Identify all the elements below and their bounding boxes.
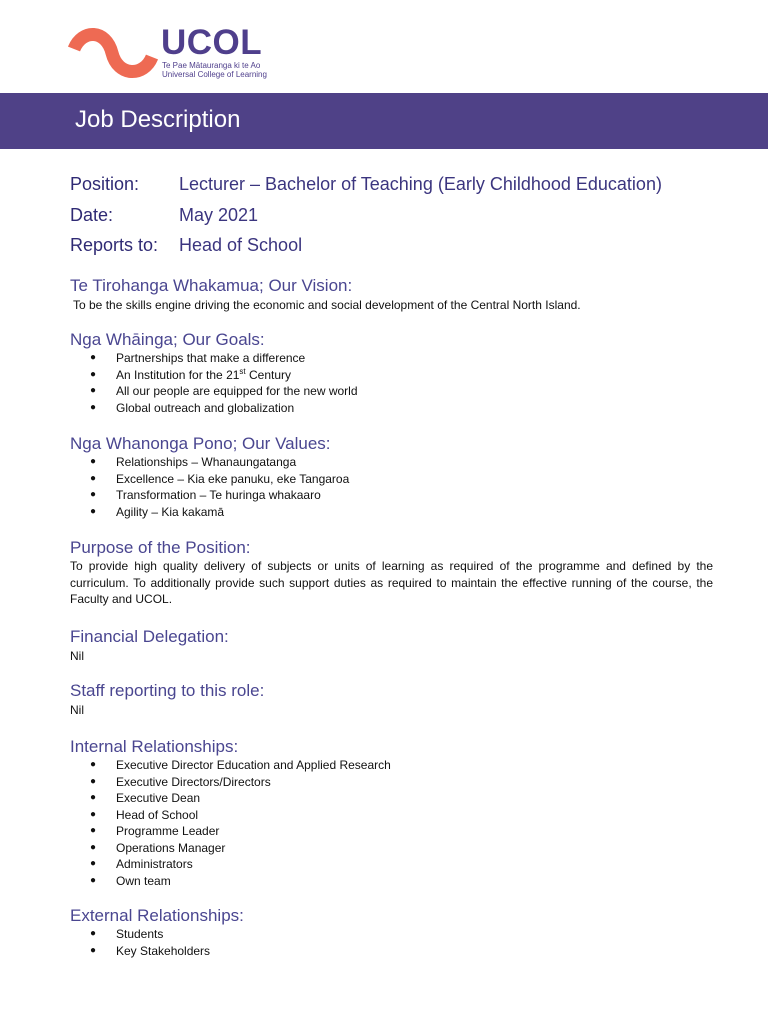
staff-heading: Staff reporting to this role: [70,681,265,700]
list-item: ● Transformation – Te huringa whakaaro [90,488,321,502]
list-item: ● Global outreach and globalization [90,400,295,415]
tagline-english: Universal College of Learning [162,70,267,79]
bullet-icon: ● [90,808,97,820]
internal-list [90,757,391,889]
bullet-icon: ● [90,841,97,853]
ucol-wave-logo-icon [68,27,158,83]
bullet-icon: ● [90,505,97,517]
ucol-logo [68,23,283,87]
page-title: Job Description [75,106,241,133]
vision-heading: Te Tirohanga Whakamua; Our Vision: [70,276,353,295]
list-item: ● An Institution for the 21st Century [90,366,292,382]
staff-text: Nil [70,703,84,717]
purpose-heading: Purpose of the Position: [70,538,251,557]
list-item: ● Key Stakeholders [90,943,211,958]
date-label: Date: [70,205,114,225]
bullet-icon: ● [90,759,97,770]
financial-heading: Financial Delegation: [70,627,229,646]
bullet-icon: ● [90,775,97,787]
list-item: ● Excellence – Kia eke panuku, eke Tangaroa [90,471,350,486]
bullet-icon: ● [90,858,97,869]
values-heading: Nga Whanonga Pono; Our Values: [70,434,331,453]
list-item: ● Executive Director Education and Applied Research [90,758,391,772]
position-value: Lecturer – Bachelor of Teaching (Early Childhood Education) [179,174,662,194]
bullet-icon: ● [90,401,97,413]
goals-heading: Nga Whāinga; Our Goals: [70,330,265,349]
goals-list [90,350,358,416]
reports-value: Head of School [179,235,303,255]
list-item: ● Students [90,927,164,941]
list-item: ● Operations Manager [90,840,226,855]
bullet-icon: ● [90,928,97,939]
ucol-wordmark: UCOL [161,23,263,62]
bullet-icon: ● [90,792,97,803]
internal-heading: Internal Relationships: [70,737,239,756]
list-item: ● Head of School [90,807,199,822]
bullet-icon: ● [90,489,97,500]
tagline-maori: Te Pae Mātauranga ki te Ao [162,61,261,70]
bullet-icon: ● [90,385,97,396]
bullet-icon: ● [90,825,97,836]
list-item: ● Executive Directors/Directors [90,774,271,789]
list-item: ● Own team [90,873,171,888]
list-item: ● Programme Leader [90,824,220,838]
title-banner [0,93,768,149]
bullet-icon: ● [90,352,97,363]
list-item: ● Partnerships that make a difference [90,351,306,365]
list-item: ● Administrators [90,857,193,871]
list-item: ● All our people are equipped for the new world [90,384,358,398]
bullet-icon: ● [90,944,97,956]
bullet-icon: ● [90,456,97,467]
values-list [90,454,349,520]
position-label: Position: [70,174,140,194]
external-list [90,926,210,959]
date-value: May 2021 [179,205,259,225]
vision-text: To be the skills engine driving the economic and social development of the Central North Island. [73,298,581,312]
external-heading: External Relationships: [70,906,244,925]
list-item: ● Executive Dean [90,791,201,805]
bullet-icon: ● [90,874,97,886]
list-item: ● Agility – Kia kakamā [90,504,225,519]
financial-text: Nil [70,649,84,663]
ucol-tagline [162,61,267,79]
reports-label: Reports to: [70,235,159,255]
bullet-icon: ● [90,368,97,380]
list-item: ● Relationships – Whanaungatanga [90,455,297,469]
purpose-text: To provide high quality delivery of subjects or units of learning as required of the programme and defined by the curriculum. To additionally provide such support duties as required to maintain the effective running of the course, the Faculty and UCOL. [70,559,713,606]
bullet-icon: ● [90,472,97,484]
